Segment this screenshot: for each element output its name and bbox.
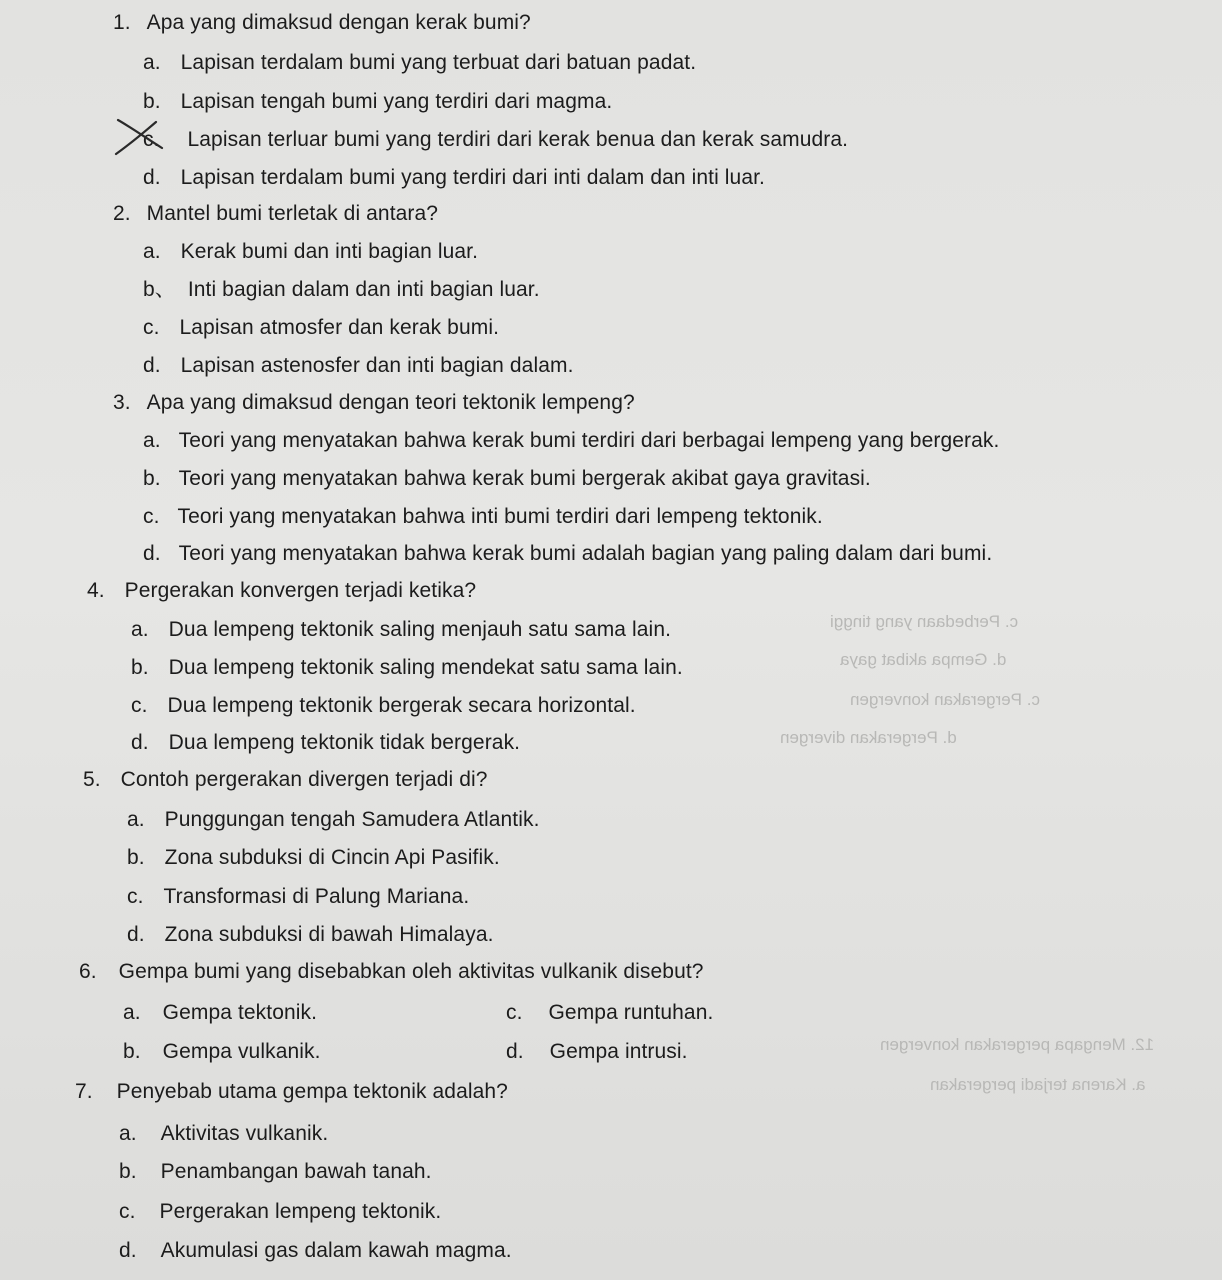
question-7 (75, 1080, 508, 1104)
option-letter: a. (127, 808, 145, 831)
option-letter: b. (127, 846, 145, 869)
option-letter: c. (143, 128, 160, 151)
option-letter: c. (119, 1200, 136, 1223)
option-letter: c. (143, 505, 160, 528)
option-text: Lapisan astenosfer dan inti bagian dalam. (180, 354, 574, 377)
option-6b (123, 1040, 321, 1064)
question-number: 7. (75, 1080, 93, 1103)
option-letter: a. (123, 1001, 141, 1024)
option-7a (119, 1122, 328, 1146)
option-5b (127, 846, 500, 870)
option-letter: b. (123, 1040, 141, 1063)
option-5a (127, 808, 540, 832)
option-4d (131, 731, 520, 755)
option-text: Punggungan tengah Samudera Atlantik. (164, 808, 540, 831)
option-text: Lapisan terluar bumi yang terdiri dari kerak benua dan kerak samudra. (187, 128, 849, 151)
option-letter: d. (143, 542, 161, 565)
option-text: Teori yang menyatakan bahwa kerak bumi bergerak akibat gaya gravitasi. (178, 467, 871, 490)
option-text: Lapisan terdalam bumi yang terdiri dari inti dalam dan inti luar. (180, 166, 765, 189)
option-text: Akumulasi gas dalam kawah magma. (160, 1239, 512, 1262)
question-2 (113, 202, 438, 226)
question-number: 6. (79, 960, 97, 983)
option-text: Teori yang menyatakan bahwa kerak bumi terdiri dari berbagai lempeng yang bergerak. (178, 429, 1000, 452)
option-letter: b. (143, 90, 161, 113)
bleed-through-text: d. Gempa akibat gaya (840, 650, 1007, 669)
option-letter: c. (143, 316, 160, 339)
question-text: Mantel bumi terletak di antara? (146, 202, 439, 225)
option-text: Dua lempeng tektonik tidak bergerak. (168, 731, 521, 754)
option-3a (143, 429, 999, 453)
option-text: Gempa tektonik. (162, 1001, 318, 1024)
option-text: Transformasi di Palung Mariana. (163, 885, 470, 908)
option-text: Dua lempeng tektonik saling menjauh satu sama lain. (168, 618, 672, 641)
option-4a (131, 618, 671, 642)
option-letter: c. (127, 885, 144, 908)
option-3d (143, 542, 992, 566)
question-text: Gempa bumi yang disebabkan oleh aktivitas vulkanik disebut? (118, 960, 704, 983)
question-number: 1. (113, 11, 131, 34)
option-letter: b. (143, 467, 161, 490)
option-letter: b. (119, 1160, 137, 1183)
option-4b (131, 656, 683, 680)
bleed-through-text: d. Pergerakan divergen (780, 728, 957, 747)
option-6a (123, 1001, 317, 1025)
option-text: Gempa intrusi. (549, 1040, 688, 1063)
question-number: 4. (87, 579, 105, 602)
option-letter: b. (131, 656, 149, 679)
question-5 (83, 768, 488, 792)
option-letter: a. (119, 1122, 137, 1145)
question-number: 3. (113, 391, 131, 414)
option-letter: a. (143, 429, 161, 452)
option-letter: d. (143, 354, 161, 377)
option-text: Gempa runtuhan. (548, 1001, 714, 1024)
option-text: Lapisan tengah bumi yang terdiri dari magma. (180, 90, 613, 113)
question-text: Contoh pergerakan divergen terjadi di? (120, 768, 488, 791)
option-2b (143, 278, 540, 302)
option-text: Pergerakan lempeng tektonik. (159, 1200, 442, 1223)
bleed-through-text: c. Perbedaan yang tinggi (830, 612, 1019, 631)
option-text: Kerak bumi dan inti bagian luar. (180, 240, 479, 263)
option-letter: b、 (143, 278, 176, 301)
option-letter: d. (143, 166, 161, 189)
option-text: Aktivitas vulkanik. (160, 1122, 329, 1145)
option-1d (143, 166, 765, 190)
option-letter: a. (143, 240, 161, 263)
question-text: Penyebab utama gempa tektonik adalah? (116, 1080, 508, 1103)
option-letter: d. (119, 1239, 137, 1262)
option-text: Zona subduksi di bawah Himalaya. (164, 923, 494, 946)
question-number: 5. (83, 768, 101, 791)
option-text: Teori yang menyatakan bahwa inti bumi terdiri dari lempeng tektonik. (177, 505, 823, 528)
question-6 (79, 960, 704, 984)
option-text: Inti bagian dalam dan inti bagian luar. (187, 278, 540, 301)
option-text: Zona subduksi di Cincin Api Pasifik. (164, 846, 500, 869)
question-number: 2. (113, 202, 131, 225)
option-7d (119, 1239, 512, 1263)
option-text: Teori yang menyatakan bahwa kerak bumi adalah bagian yang paling dalam dari bumi. (178, 542, 993, 565)
option-letter: c. (506, 1001, 523, 1024)
question-4 (87, 579, 476, 603)
bleed-through-text: c. Pergerakan konvergen (850, 690, 1040, 709)
option-2c (143, 316, 499, 340)
option-5d (127, 923, 494, 947)
option-1c (143, 128, 848, 152)
option-3c (143, 505, 823, 529)
option-letter: d. (506, 1040, 524, 1063)
option-2d (143, 354, 574, 378)
option-letter: a. (143, 51, 161, 74)
option-text: Dua lempeng tektonik saling mendekat satu sama lain. (168, 656, 683, 679)
option-6c (506, 1001, 713, 1025)
option-text: Lapisan atmosfer dan kerak bumi. (179, 316, 500, 339)
option-letter: a. (131, 618, 149, 641)
option-text: Lapisan terdalam bumi yang terbuat dari batuan padat. (180, 51, 697, 74)
option-7b (119, 1160, 432, 1184)
option-3b (143, 467, 871, 491)
option-text: Penambangan bawah tanah. (160, 1160, 432, 1183)
option-2a (143, 240, 478, 264)
question-1 (113, 11, 531, 35)
option-7c (119, 1200, 441, 1224)
question-text: Apa yang dimaksud dengan teori tektonik lempeng? (146, 391, 635, 414)
option-1b (143, 90, 612, 114)
option-text: Gempa vulkanik. (162, 1040, 321, 1063)
option-letter: d. (131, 731, 149, 754)
option-6d (506, 1040, 688, 1064)
option-5c (127, 885, 469, 909)
option-1a (143, 51, 696, 75)
bleed-through-text: a. Karena terjadi pergerakan (930, 1075, 1146, 1094)
option-text: Dua lempeng tektonik bergerak secara horizontal. (167, 694, 636, 717)
handwritten-x-mark-icon (112, 114, 172, 158)
bleed-through-text: 12. Mengapa pergerakan konvergen (880, 1035, 1155, 1054)
option-letter: d. (127, 923, 145, 946)
question-text: Apa yang dimaksud dengan kerak bumi? (146, 11, 531, 34)
question-3 (113, 391, 635, 415)
option-letter: c. (131, 694, 148, 717)
option-4c (131, 694, 636, 718)
question-text: Pergerakan konvergen terjadi ketika? (124, 579, 477, 602)
